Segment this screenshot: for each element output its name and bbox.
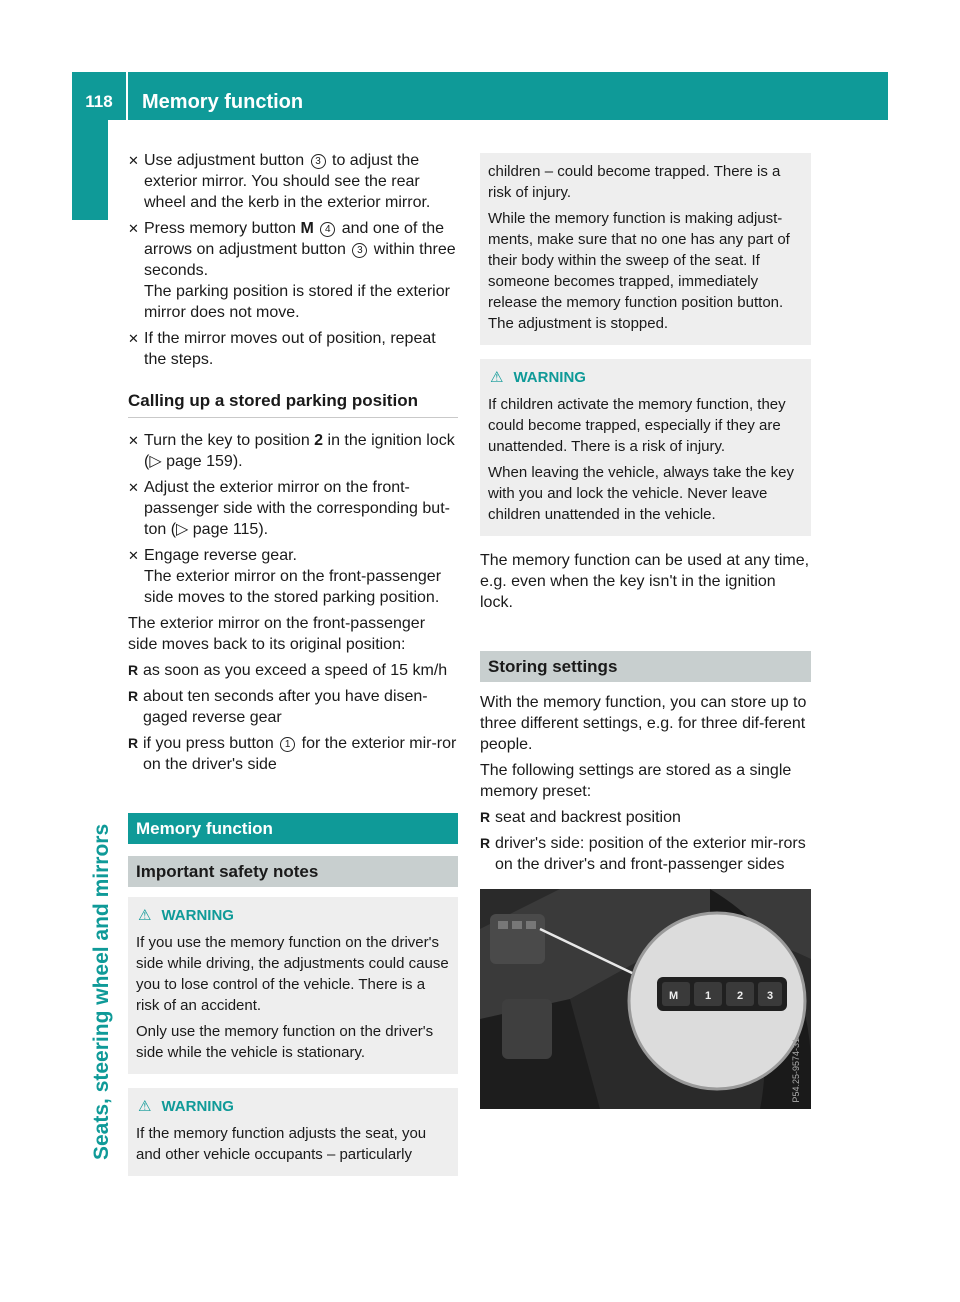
section-heading-storing: Storing settings: [480, 651, 811, 682]
warning-triangle-icon: ⚠: [138, 907, 152, 924]
memory-key-label: 1: [705, 990, 712, 1002]
warning-box: ⚠ WARNING If the memory function adjusts the seat, you and other vehicle occupants – particularly: [128, 1088, 458, 1176]
step-result: The exterior mirror on the front-passenger side moves to the stored parking position.: [144, 568, 442, 606]
paragraph: The memory function can be used at any time, e.g. even when the key isn't in the ignition lock.: [480, 552, 810, 611]
step-result: The parking position is stored if the exterior mirror does not move.: [144, 283, 450, 321]
step-item: ✕ Use adjustment button 3 to adjust the exterior mirror. You should see the rear wheel and the kerb in the exterior mirror.: [128, 152, 431, 211]
warning-triangle-icon: ⚠: [138, 1098, 152, 1115]
paragraph: The exterior mirror on the front-passenger side moves back to its original position:: [128, 615, 426, 653]
button-number-icon: 3: [311, 154, 326, 169]
header-divider: [126, 72, 128, 120]
header-title: Memory function: [142, 91, 304, 113]
warning-box: ⚠ WARNING If you use the memory function on the driver's side while driving, the adjustments could cause you to lose control of the vehicle. There is a risk of an accident. Only use the memory function on the driver's side while the vehicle is stationary.: [128, 897, 458, 1074]
section-heading-memory: Memory function: [128, 813, 458, 844]
warning-box: ⚠ WARNING If children activate the memory function, they could become trapped, especially if they are unattended. There is a risk of injury. When leaving the vehicle, always take the key with you and lock the vehicle. Never leave children unattended in the vehicle.: [480, 359, 811, 536]
memory-buttons-illustration: [480, 889, 811, 1109]
page-reference-link[interactable]: page 159: [166, 453, 233, 470]
arrow-right-icon: ✕: [128, 480, 139, 495]
memory-key-label: 3: [767, 990, 774, 1002]
button-number-icon: 3: [352, 243, 367, 258]
arrow-right-icon: ✕: [128, 331, 139, 346]
page-header: [72, 72, 888, 120]
bullet-r-icon: R: [480, 835, 491, 851]
bullet-r-icon: R: [128, 688, 139, 704]
memory-key-label: M: [669, 990, 679, 1002]
step-item: ✕ If the mirror moves out of position, repeat the steps.: [128, 330, 436, 368]
page-ref-icon: ▷: [176, 521, 189, 538]
step-item: ✕ Turn the key to position 2 in the ignition lock (▷ page 159).: [128, 432, 455, 470]
button-number-icon: 4: [320, 222, 335, 237]
bullet-r-icon: R: [480, 809, 491, 825]
section-heading-safety: Important safety notes: [128, 856, 458, 887]
memory-buttons-photo: [480, 889, 811, 1109]
sidebar-label: Seats, steering wheel and mirrors: [90, 823, 113, 1160]
paragraph: With the memory function, you can store up to three different settings, e.g. for three dif-ferent people.: [480, 694, 807, 753]
list-item: R as soon as you exceed a speed of 15 km/h: [128, 662, 448, 679]
memory-key-label: 2: [737, 990, 744, 1002]
subheading-calling-up: Calling up a stored parking position: [128, 378, 458, 418]
right-column: [480, 150, 811, 1109]
arrow-right-icon: ✕: [128, 153, 139, 168]
page-ref-icon: ▷: [149, 453, 162, 470]
step-item: ✕ Press memory button M 4 and one of the arrows on adjustment button 3 within three seconds. The parking position is stored if the exterior mirror does not move.: [128, 220, 456, 321]
photo-code: P54.25-9574-31: [791, 1038, 801, 1103]
page-reference-link[interactable]: page 115: [192, 521, 259, 538]
page-number: 118: [85, 92, 113, 111]
list-item: R if you press button 1 for the exterior mir-ror on the driver's side: [128, 735, 457, 773]
step-item: ✕ Adjust the exterior mirror on the front-passenger side with the corresponding but-ton (▷ page 115).: [128, 479, 450, 538]
arrow-right-icon: ✕: [128, 433, 139, 448]
warning-box-continued: children – could become trapped. There is a risk of injury. While the memory function is making adjust-ments, make sure that no one has any part of their body within the sweep of the seat. If someone becomes trapped, immediately release the memory function position button. The adjustment is stopped.: [480, 153, 811, 345]
button-number-icon: 1: [280, 737, 295, 752]
sidebar: [72, 120, 126, 1160]
list-item: R seat and backrest position: [480, 809, 681, 826]
list-item: R driver's side: position of the exterior mir-rors on the driver's and front-passenger sides: [480, 835, 806, 873]
bullet-r-icon: R: [128, 662, 139, 678]
bullet-r-icon: R: [128, 735, 139, 751]
list-item: R about ten seconds after you have disen-gaged reverse gear: [128, 688, 428, 726]
arrow-right-icon: ✕: [128, 548, 139, 563]
left-column: [128, 150, 458, 1190]
step-item: ✕ Engage reverse gear. The exterior mirror on the front-passenger side moves to the stored parking position.: [128, 547, 442, 606]
sidebar-block: [72, 120, 108, 220]
warning-triangle-icon: ⚠: [490, 369, 504, 386]
paragraph: The following settings are stored as a single memory preset:: [480, 762, 792, 800]
arrow-right-icon: ✕: [128, 221, 139, 236]
